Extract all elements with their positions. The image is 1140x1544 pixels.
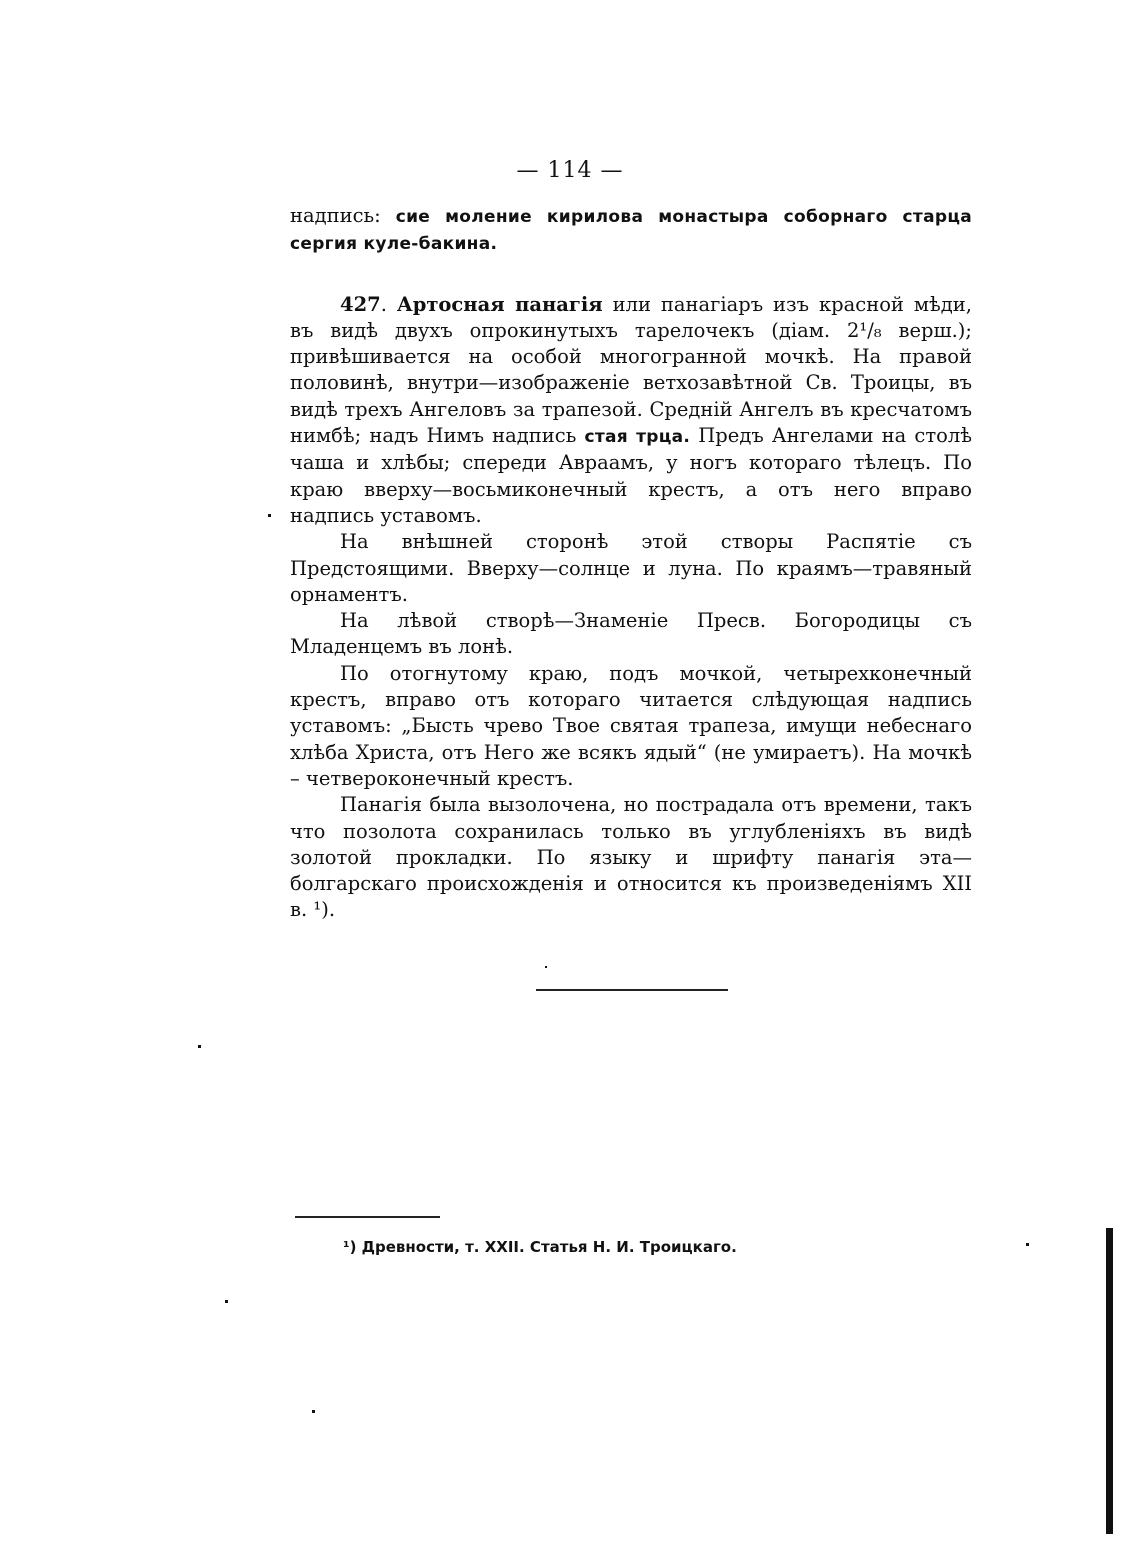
entry-paragraph-1-text-b: Предъ Ангелами на столѣ чаша и хлѣбы; спереди Авраамъ, у ногъ котораго тѣлецъ. По краю вверху—восьмиконечный крестъ, а отъ него вправо надпись уставомъ. (290, 424, 972, 527)
closing-rule (536, 989, 728, 991)
main-text (290, 203, 972, 924)
entry-paragraph-5-text: Панагія была вызолочена, но пострадала отъ времени, такъ что позолота сохранилась только въ углубленіяхъ въ видѣ золотой прокладки. По языку и шрифту панагія эта—болгарскаго происхожденія и относится къ произведеніямъ XII в. (290, 793, 972, 922)
page-number: — 114 — (516, 158, 624, 183)
footnote-rule (295, 1216, 440, 1218)
entry-paragraph-1: 427. Артосная панагія или панагіаръ изъ красной мѣди, въ видѣ двухъ опрокинутыхъ тарелочекъ (діам. 2¹/₈ верш.); привѣшивается на особой многогранной мочкѣ. На правой половинѣ, внутри—изображеніе ветхозавѣтной Св. Троицы, въ видѣ трехъ Ангеловъ за трапезой. Средній Ангелъ въ кресчатомъ нимбѣ; надъ Нимъ надпись стая трца. Предъ Ангелами на столѣ чаша и хлѣбы; спереди Авраамъ, у ногъ котораго тѣлецъ. По краю вверху—восьмиконечный крестъ, а отъ него вправо надпись уставомъ. (290, 292, 972, 527)
entry-paragraph-4: По отогнутому краю, подъ мочкой, четырехконечный крестъ, вправо отъ котораго читается слѣдующая надпись уставомъ: „Бысть чрево Твое святая трапеза, имущи небеснаго хлѣба Христа, отъ Него же всякъ ядый“ (не умираетъ). На мочкѣ – четвероконечный крестъ. (290, 661, 972, 790)
footnote (343, 1238, 737, 1256)
scan-speck (225, 1300, 228, 1303)
entry-number: 427 (340, 292, 381, 316)
section-spacer (290, 258, 972, 292)
scan-speck (312, 1410, 315, 1413)
inscription-prefix: надпись: (290, 204, 396, 227)
footnote-text: Древности, т. XXII. Статья Н. И. Троицкаго. (356, 1238, 737, 1256)
footnote-reference: ¹). (313, 898, 336, 922)
entry-title: Артосная панагія (396, 292, 603, 316)
entry-paragraph-5 (290, 792, 972, 923)
footnote-marker: ¹) (343, 1238, 357, 1256)
inscription-slavonic-text: сие моление кирилова монастыра соборнаго старца сергия куле-бакина. (290, 207, 972, 255)
inscription-line (290, 203, 972, 258)
scan-speck (198, 1045, 201, 1048)
entry-paragraph-3: На лѣвой створѣ—Знаменіе Пресв. Богородицы съ Младенцемъ въ лонѣ. (290, 609, 972, 659)
scan-speck (268, 514, 271, 517)
scan-speck (545, 966, 547, 968)
scan-speck (1026, 1243, 1029, 1246)
entry-paragraph-2: На внѣшней сторонѣ этой створы Распятіе съ Предстоящими. Вверху—солнце и луна. По краямъ—травяный орнаментъ. (290, 530, 972, 606)
entry-paragraph-1-text-a: или панагіаръ изъ красной мѣди, въ видѣ двухъ опрокинутыхъ тарелочекъ (діам. 2¹/₈ верш.); привѣшивается на особой многогранной мочкѣ. На правой половинѣ, внутри—изображеніе ветхозавѣтной Св. Троицы, въ видѣ трехъ Ангеловъ за трапезой. Средній Ангелъ въ кресчатомъ нимбѣ; надъ Нимъ надпись (290, 292, 972, 448)
scan-edge-mark (1106, 1228, 1113, 1534)
entry-slavonic-inscription: стая трца. (584, 427, 691, 448)
